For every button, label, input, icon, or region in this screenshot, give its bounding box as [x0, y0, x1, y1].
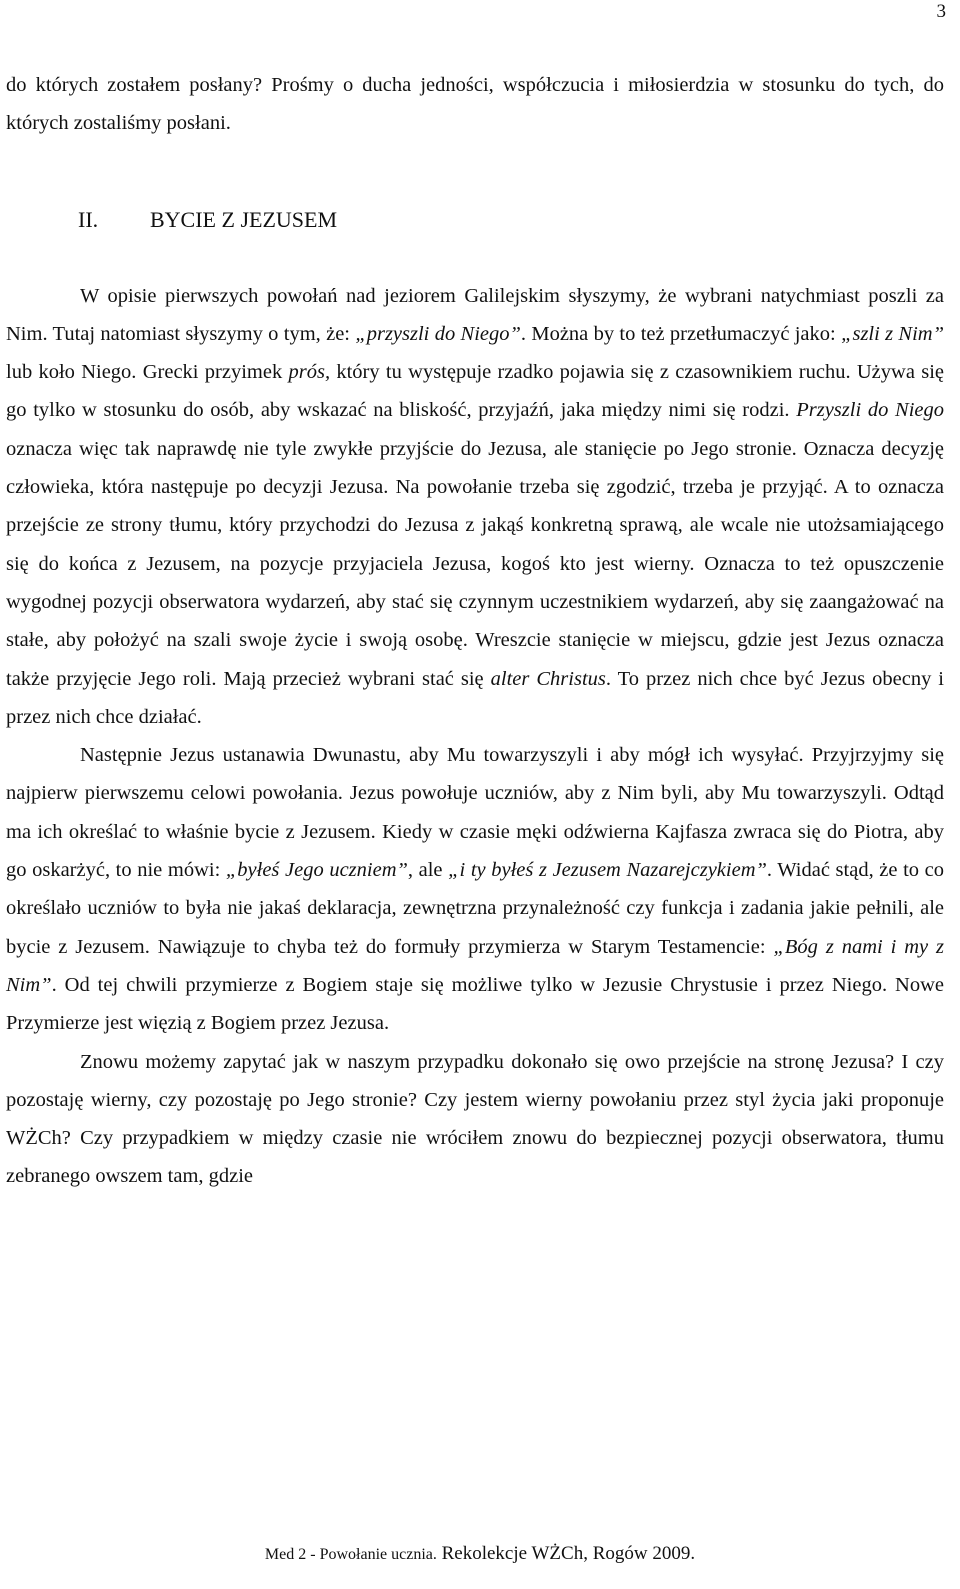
paragraph-3: Znowu możemy zapytać jak w naszym przypadku dokonało się owo przejście na stronę Jezusa? I czy pozostaję wierny, czy pozostaję po Jego stronie? Czy jestem wierny powołaniu przez styl życia jaki proponuje WŻCh? Czy przypadkiem w między czasie nie wróciłem znowu do bezpiecznej pozycji obserwatora, tłumu zebranego owszem tam, gdzie	[6, 1050, 944, 1188]
paragraph-1: W opisie pierwszych powołań nad jeziorem Galilejskim słyszymy, że wybrani natychmiast poszli za Nim. Tutaj natomiast słyszymy o tym, że: „przyszli do Niego”. Można by to też przetłumaczyć jako: „szli z Nim” lub koło Niego. Grecki przyimek prós, który tu występuje rzadko pojawia się z czasownikiem ruchu. Używa się go tylko w stosunku do osób, aby wskazać na bliskość, przyjaźń, jaka między nimi się rodzi. Przyszli do Niego oznacza więc tak naprawdę nie tyle zwykłe przyjście do Jezusa, ale stanięcie po Jego stronie. Oznacza decyzję człowieka, która następuje po decyzji Jezusa. Na powołanie trzeba się zgodzić, trzeba je przyjąć. A to oznacza przejście ze strony tłumu, który przychodzi do Jezusa z jakąś konkretną sprawą, ale wcale nie utożsamiającego się do końca z Jezusem, na pozycje przyjaciela Jezusa, kogoś kto jest wierny. Oznacza to też opuszczenie wygodnej pozycji obserwatora wydarzeń, aby stać się czynnym uczestnikiem wydarzeń, aby się zaangażować na stałe, aby położyć na szali swoje życie i swoją osobę. Wreszcie stanięcie w miejscu, gdzie jest Jezus oznacza także przyjęcie Jego roli. Mają przecież wybrani stać się alter Christus. To przez nich chce być Jezus obecny i przez nich chce działać.	[6, 284, 945, 728]
paragraph-continuation: do których zostałem posłany? Prośmy o ducha jedności, współczucia i miłosierdzia w stosunku do tych, do których zostaliśmy posłani.	[6, 74, 944, 135]
section-number: II.	[78, 206, 99, 232]
footer-right: Rekolekcje WŻCh, Rogów 2009.	[436, 1543, 696, 1564]
section-title: BYCIE Z JEZUSEM	[150, 206, 337, 232]
section-heading	[6, 201, 944, 239]
page-footer	[0, 1538, 960, 1570]
page-number: 3	[936, 1, 946, 22]
footer-left: Med 2 - Powołanie ucznia.	[264, 1546, 437, 1563]
paragraph-2: Następnie Jezus ustanawia Dwunastu, aby Mu towarzyszyli i aby mógł ich wysyłać. Przyjrzyjmy się najpierw pierwszemu celowi powołania. Jezus powołuje uczniów, aby z Nim byli, aby Mu towarzyszyli. Odtąd ma ich określać to właśnie bycie z Jezusem. Kiedy w czasie męki odźwierna Kajfasza zwraca się do Piotra, aby go oskarżyć, to nie mówi: „byłeś Jego uczniem”, ale „i ty byłeś z Jezusem Nazarejczykiem”. Widać stąd, że to co określało uczniów to była nie jakaś deklaracja, zewnętrzna przynależność czy funkcja i zadania jakie pełnili, ale bycie z Jezusem. Nawiązuje to chyba też do formuły przymierza w Starym Testamencie: „Bóg z nami i my z Nim”. Od tej chwili przymierze z Bogiem staje się możliwe tylko w Jezusie Chrystusie i przez Niego. Nowe Przymierze jest więzią z Bogiem przez Jezusa.	[6, 744, 945, 1035]
page-body	[6, 66, 944, 1196]
